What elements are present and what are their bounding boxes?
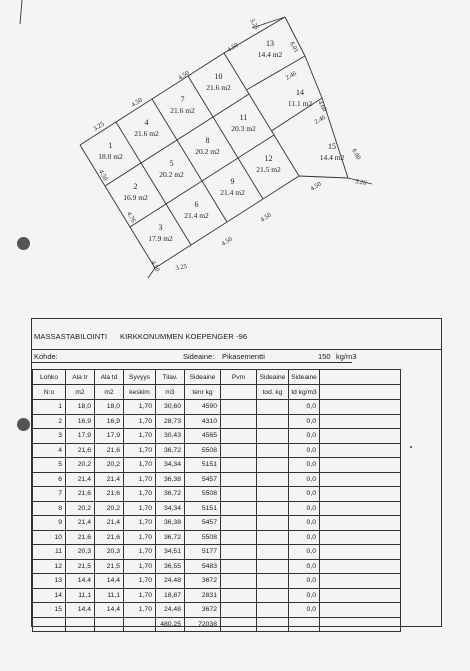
table-cell — [320, 487, 401, 502]
table-cell — [257, 603, 289, 618]
plot-area: 21.6 m2 — [134, 129, 159, 138]
sideaine-label: Sideaine: — [183, 352, 215, 361]
plot-number: 4 — [144, 118, 149, 127]
table-cell: 0,0 — [289, 443, 320, 458]
table-cell: 2831 — [185, 588, 221, 603]
table-cell: Ala td — [95, 370, 124, 385]
plot-area: 21.6 m2 — [170, 106, 195, 115]
table-row — [33, 574, 401, 589]
table-cell: m3 — [156, 385, 185, 400]
table-cell: tod. kg — [257, 385, 289, 400]
table-cell — [257, 472, 289, 487]
table-cell: td kg/m3 — [289, 385, 320, 400]
table-cell: 36,72 — [156, 487, 185, 502]
table-cell — [320, 458, 401, 473]
plot-area: 20.3 m2 — [231, 124, 256, 133]
table-cell: 14,4 — [95, 574, 124, 589]
table-cell — [320, 603, 401, 618]
table-cell — [320, 559, 401, 574]
table-cell: 5177 — [185, 545, 221, 560]
table-cell: 5508 — [185, 487, 221, 502]
table-cell: 3672 — [185, 603, 221, 618]
table-cell: 480,25 — [156, 617, 185, 632]
table-cell — [33, 617, 66, 632]
table-cell: Syvyys — [124, 370, 156, 385]
table-cell: 34,51 — [156, 545, 185, 560]
kohde-underline — [32, 362, 182, 363]
table-row — [33, 516, 401, 531]
table-cell: 17,9 — [95, 429, 124, 444]
table-cell: 5508 — [185, 530, 221, 545]
plot-edge-left — [80, 145, 155, 268]
table-cell: 0,0 — [289, 414, 320, 429]
table-cell — [320, 385, 401, 400]
plot-number: 11 — [239, 113, 248, 122]
table-cell: tenr kg — [185, 385, 221, 400]
table-cell: 1,70 — [124, 414, 156, 429]
table-row — [33, 588, 401, 603]
plot-number: 8 — [205, 136, 210, 145]
table-cell: 5457 — [185, 472, 221, 487]
table-cell — [320, 530, 401, 545]
table-cell: 1,70 — [124, 458, 156, 473]
table-totals-row — [33, 617, 401, 632]
table-cell: 34,34 — [156, 458, 185, 473]
table-cell: 21,6 — [66, 530, 95, 545]
plot-grid-lines — [20, 0, 372, 278]
table-cell: 20,3 — [95, 545, 124, 560]
plot-number: 1 — [108, 141, 113, 150]
table-cell: 20,2 — [66, 501, 95, 516]
plot-number: 13 — [266, 39, 274, 48]
table-cell: 20,2 — [66, 458, 95, 473]
plot-number: 9 — [230, 177, 235, 186]
table-cell: 13 — [33, 574, 66, 589]
plot-divider — [152, 99, 227, 222]
table-cell: 1,70 — [124, 501, 156, 516]
plot-area: 18.0 m2 — [98, 152, 123, 161]
table-cell: 14,4 — [95, 603, 124, 618]
table-cell — [257, 530, 289, 545]
table-cell — [257, 501, 289, 516]
table-cell: 21,4 — [66, 516, 95, 531]
plot-number: 14 — [296, 88, 304, 97]
table-cell — [221, 487, 257, 502]
table-cell: 24,48 — [156, 574, 185, 589]
table-cell: 10 — [33, 530, 66, 545]
table-cell: 1,70 — [124, 603, 156, 618]
table-cell: 5 — [33, 458, 66, 473]
table-cell: 21,4 — [95, 516, 124, 531]
table-row — [33, 559, 401, 574]
table-cell: 11 — [33, 545, 66, 560]
plot-area: 21.6 m2 — [206, 83, 231, 92]
table-cell: 4 — [33, 443, 66, 458]
table-cell: 1,70 — [124, 443, 156, 458]
table-cell: Pvm — [221, 370, 257, 385]
dimension-line — [20, 0, 22, 24]
table-cell — [320, 370, 401, 385]
table-cell: 30,60 — [156, 400, 185, 415]
table-row — [33, 487, 401, 502]
plot-area: 21.4 m2 — [184, 211, 209, 220]
table-cell: 11,1 — [95, 588, 124, 603]
plot-number: 10 — [214, 72, 223, 81]
table-cell: 21,6 — [95, 443, 124, 458]
table-cell: 7 — [33, 487, 66, 502]
table-cell: 0,0 — [289, 603, 320, 618]
table-cell: 6 — [33, 472, 66, 487]
dimension-label: 4.50 — [149, 259, 161, 273]
table-cell — [221, 530, 257, 545]
sideaine-underline — [182, 362, 352, 363]
table-cell: Ala tr — [66, 370, 95, 385]
table-cell: 0,0 — [289, 574, 320, 589]
table-cell — [221, 429, 257, 444]
table-cell: 0,0 — [289, 429, 320, 444]
table-cell: 28,73 — [156, 414, 185, 429]
table-cell: Sideaine — [185, 370, 221, 385]
kohde-label: Kohde: — [34, 352, 58, 361]
table-cell — [257, 588, 289, 603]
table-cell: Lohko — [33, 370, 66, 385]
table-row — [33, 530, 401, 545]
table-cell: 2 — [33, 414, 66, 429]
table-cell: 8 — [33, 501, 66, 516]
table-cell: 16,9 — [66, 414, 95, 429]
table-row — [33, 414, 401, 429]
table-row — [33, 458, 401, 473]
table-cell: 0,0 — [289, 516, 320, 531]
table-cell: 20,2 — [95, 458, 124, 473]
table-cell: 5151 — [185, 458, 221, 473]
table-cell: 5483 — [185, 559, 221, 574]
form-title-row — [32, 319, 441, 350]
table-cell: 24,48 — [156, 603, 185, 618]
table-cell: m2 — [66, 385, 95, 400]
plot-area: 16.9 m2 — [123, 193, 148, 202]
dimension-label: 4.50 — [259, 211, 273, 224]
table-cell: 15 — [33, 603, 66, 618]
table-cell: 4310 — [185, 414, 221, 429]
table-header-row — [33, 385, 401, 400]
table-cell: 1,70 — [124, 545, 156, 560]
table-cell: 0,0 — [289, 472, 320, 487]
table-cell: 34,34 — [156, 501, 185, 516]
plot-divider — [224, 53, 299, 176]
dimension-label: 4.50 — [226, 41, 240, 54]
plot-edge-right — [305, 56, 322, 98]
table-cell — [257, 559, 289, 574]
table-cell: 14,4 — [66, 603, 95, 618]
table-cell — [221, 400, 257, 415]
table-cell: 21,5 — [66, 559, 95, 574]
table-cell: keskim — [124, 385, 156, 400]
table-cell — [221, 443, 257, 458]
table-cell: 1,70 — [124, 400, 156, 415]
dimension-label: 3.25 — [248, 17, 260, 31]
table-row — [33, 443, 401, 458]
plot-area: 17.9 m2 — [148, 234, 173, 243]
table-row — [33, 429, 401, 444]
dimension-label: 2.46 — [313, 113, 327, 126]
plot-number: 2 — [133, 182, 138, 191]
table-cell: 0,0 — [289, 400, 320, 415]
table-cell: 21,6 — [95, 530, 124, 545]
table-cell: 30,43 — [156, 429, 185, 444]
table-cell: 36,38 — [156, 472, 185, 487]
table-cell — [95, 617, 124, 632]
table-cell: 1,70 — [124, 588, 156, 603]
table-cell: Tilav. — [156, 370, 185, 385]
table-cell: 36,72 — [156, 443, 185, 458]
table-cell — [257, 487, 289, 502]
table-cell: 12 — [33, 559, 66, 574]
table-cell — [66, 617, 95, 632]
table-cell — [221, 617, 257, 632]
plot-plan-drawing — [0, 0, 470, 300]
table-cell — [257, 574, 289, 589]
plot-number: 15 — [328, 142, 336, 151]
table-cell: 21,4 — [95, 472, 124, 487]
dimension-label: 3.25 — [92, 120, 106, 133]
table-cell: 1,70 — [124, 516, 156, 531]
table-cell: Sideaine — [257, 370, 289, 385]
plot-divider — [116, 122, 191, 245]
table-cell: 0,0 — [289, 458, 320, 473]
plot-area: 11.1 m2 — [287, 99, 313, 108]
table-cell — [257, 545, 289, 560]
dimension-label: 6.00 — [350, 147, 362, 161]
table-cell: 4565 — [185, 429, 221, 444]
table-cell: 4590 — [185, 400, 221, 415]
dimension-label: 4.50 — [309, 180, 323, 193]
plot-number: 7 — [180, 95, 185, 104]
kohde-row — [32, 349, 441, 369]
table-cell: 21,6 — [66, 487, 95, 502]
dimension-label: 4.60 — [316, 99, 328, 113]
table-cell — [257, 516, 289, 531]
table-cell: 14,4 — [66, 574, 95, 589]
table-cell: 1,70 — [124, 559, 156, 574]
table-cell — [221, 414, 257, 429]
dimension-label: 3.25 — [175, 263, 188, 272]
table-cell: 5457 — [185, 516, 221, 531]
plot-area: 20.2 m2 — [195, 147, 220, 156]
dimension-label: 3.26 — [354, 178, 368, 187]
table-row — [33, 603, 401, 618]
table-cell: 21,6 — [66, 443, 95, 458]
table-cell — [320, 516, 401, 531]
punch-hole-bottom — [17, 418, 30, 431]
table-cell: 20,2 — [95, 501, 124, 516]
table-cell: 14 — [33, 588, 66, 603]
table-row — [33, 501, 401, 516]
plot-area: 20.2 m2 — [159, 170, 184, 179]
table-cell — [320, 501, 401, 516]
plot-edge-bottom — [299, 176, 348, 178]
table-cell — [320, 429, 401, 444]
dimension-label: 4.50 — [130, 96, 144, 109]
table-cell — [257, 414, 289, 429]
table-cell: N:o — [33, 385, 66, 400]
table-cell: 21,4 — [66, 472, 95, 487]
dimension-label: 4.50 — [177, 69, 191, 82]
table-cell: 0,0 — [289, 588, 320, 603]
table-cell: 3672 — [185, 574, 221, 589]
dimension-label: 4.50 — [97, 168, 109, 182]
table-cell: 9 — [33, 516, 66, 531]
plot-area: 21.5 m2 — [256, 165, 281, 174]
table-cell: 1,70 — [124, 429, 156, 444]
dimension-label: 4.50 — [220, 235, 234, 248]
dose-value: 150 — [318, 352, 331, 361]
table-cell: 20,3 — [66, 545, 95, 560]
sideaine-value: Pikasementti — [222, 352, 265, 361]
table-header-row — [33, 370, 401, 385]
table-row — [33, 472, 401, 487]
table-cell — [221, 588, 257, 603]
table-cell — [221, 545, 257, 560]
table-cell — [124, 617, 156, 632]
table-row — [33, 400, 401, 415]
table-cell: 36,38 — [156, 516, 185, 531]
plot-number: 12 — [264, 154, 273, 163]
table-cell: 5151 — [185, 501, 221, 516]
table-cell: 0,0 — [289, 545, 320, 560]
dimension-label: 2.46 — [284, 69, 298, 82]
table-cell — [320, 443, 401, 458]
table-cell — [221, 501, 257, 516]
punch-hole-top — [17, 237, 30, 250]
table-cell — [221, 385, 257, 400]
speck — [410, 446, 412, 448]
table-cell — [221, 516, 257, 531]
calculation-table — [32, 369, 401, 632]
table-cell — [257, 458, 289, 473]
table-cell: 17,9 — [66, 429, 95, 444]
table-cell — [221, 472, 257, 487]
table-cell — [257, 443, 289, 458]
plot-number: 6 — [194, 200, 199, 209]
table-cell — [257, 400, 289, 415]
dose-unit: kg/m3 — [336, 352, 357, 361]
plot-area: 21.4 m2 — [220, 188, 245, 197]
table-cell: 16,9 — [95, 414, 124, 429]
dimension-label: 6.01 — [288, 40, 300, 54]
stabilization-form — [31, 318, 442, 627]
table-cell: 36,72 — [156, 530, 185, 545]
table-cell: 11,1 — [66, 588, 95, 603]
table-cell — [221, 574, 257, 589]
table-row — [33, 545, 401, 560]
plot-divider — [188, 76, 263, 199]
table-cell — [221, 603, 257, 618]
table-cell: 21,5 — [95, 559, 124, 574]
table-cell: 18,0 — [95, 400, 124, 415]
table-cell: 1,70 — [124, 472, 156, 487]
table-cell — [320, 472, 401, 487]
table-cell: 18,0 — [66, 400, 95, 415]
table-cell: 0,0 — [289, 559, 320, 574]
table-cell — [257, 617, 289, 632]
table-cell — [289, 617, 320, 632]
plot-divider — [247, 56, 306, 90]
table-cell — [320, 400, 401, 415]
table-cell: 3 — [33, 429, 66, 444]
plot-area: 14.4 m2 — [257, 50, 283, 59]
table-cell — [320, 588, 401, 603]
table-cell: 0,0 — [289, 501, 320, 516]
table-cell — [221, 559, 257, 574]
table-cell: m2 — [95, 385, 124, 400]
plot-number: 5 — [169, 159, 174, 168]
table-cell — [320, 574, 401, 589]
table-cell: 1,70 — [124, 574, 156, 589]
table-cell: 1,70 — [124, 530, 156, 545]
table-cell — [257, 429, 289, 444]
plot-area: 14.4 m2 — [319, 153, 345, 162]
table-cell — [320, 545, 401, 560]
table-cell: 1 — [33, 400, 66, 415]
table-cell: 36,55 — [156, 559, 185, 574]
form-title: MASSASTABILOINTI — [34, 332, 108, 341]
table-cell — [320, 414, 401, 429]
table-cell — [221, 458, 257, 473]
table-cell: 0,0 — [289, 487, 320, 502]
table-cell: 21,6 — [95, 487, 124, 502]
table-cell: 1,70 — [124, 487, 156, 502]
form-location: KIRKKONUMMEN KOEPENGER -96 — [120, 332, 248, 341]
table-cell — [320, 617, 401, 632]
table-cell: Sideaine — [289, 370, 320, 385]
table-cell: 72038 — [185, 617, 221, 632]
table-cell: 5508 — [185, 443, 221, 458]
dimension-label: 4.76 — [125, 210, 137, 224]
table-cell: 0,0 — [289, 530, 320, 545]
table-cell: 18,87 — [156, 588, 185, 603]
plot-number: 3 — [158, 223, 163, 232]
